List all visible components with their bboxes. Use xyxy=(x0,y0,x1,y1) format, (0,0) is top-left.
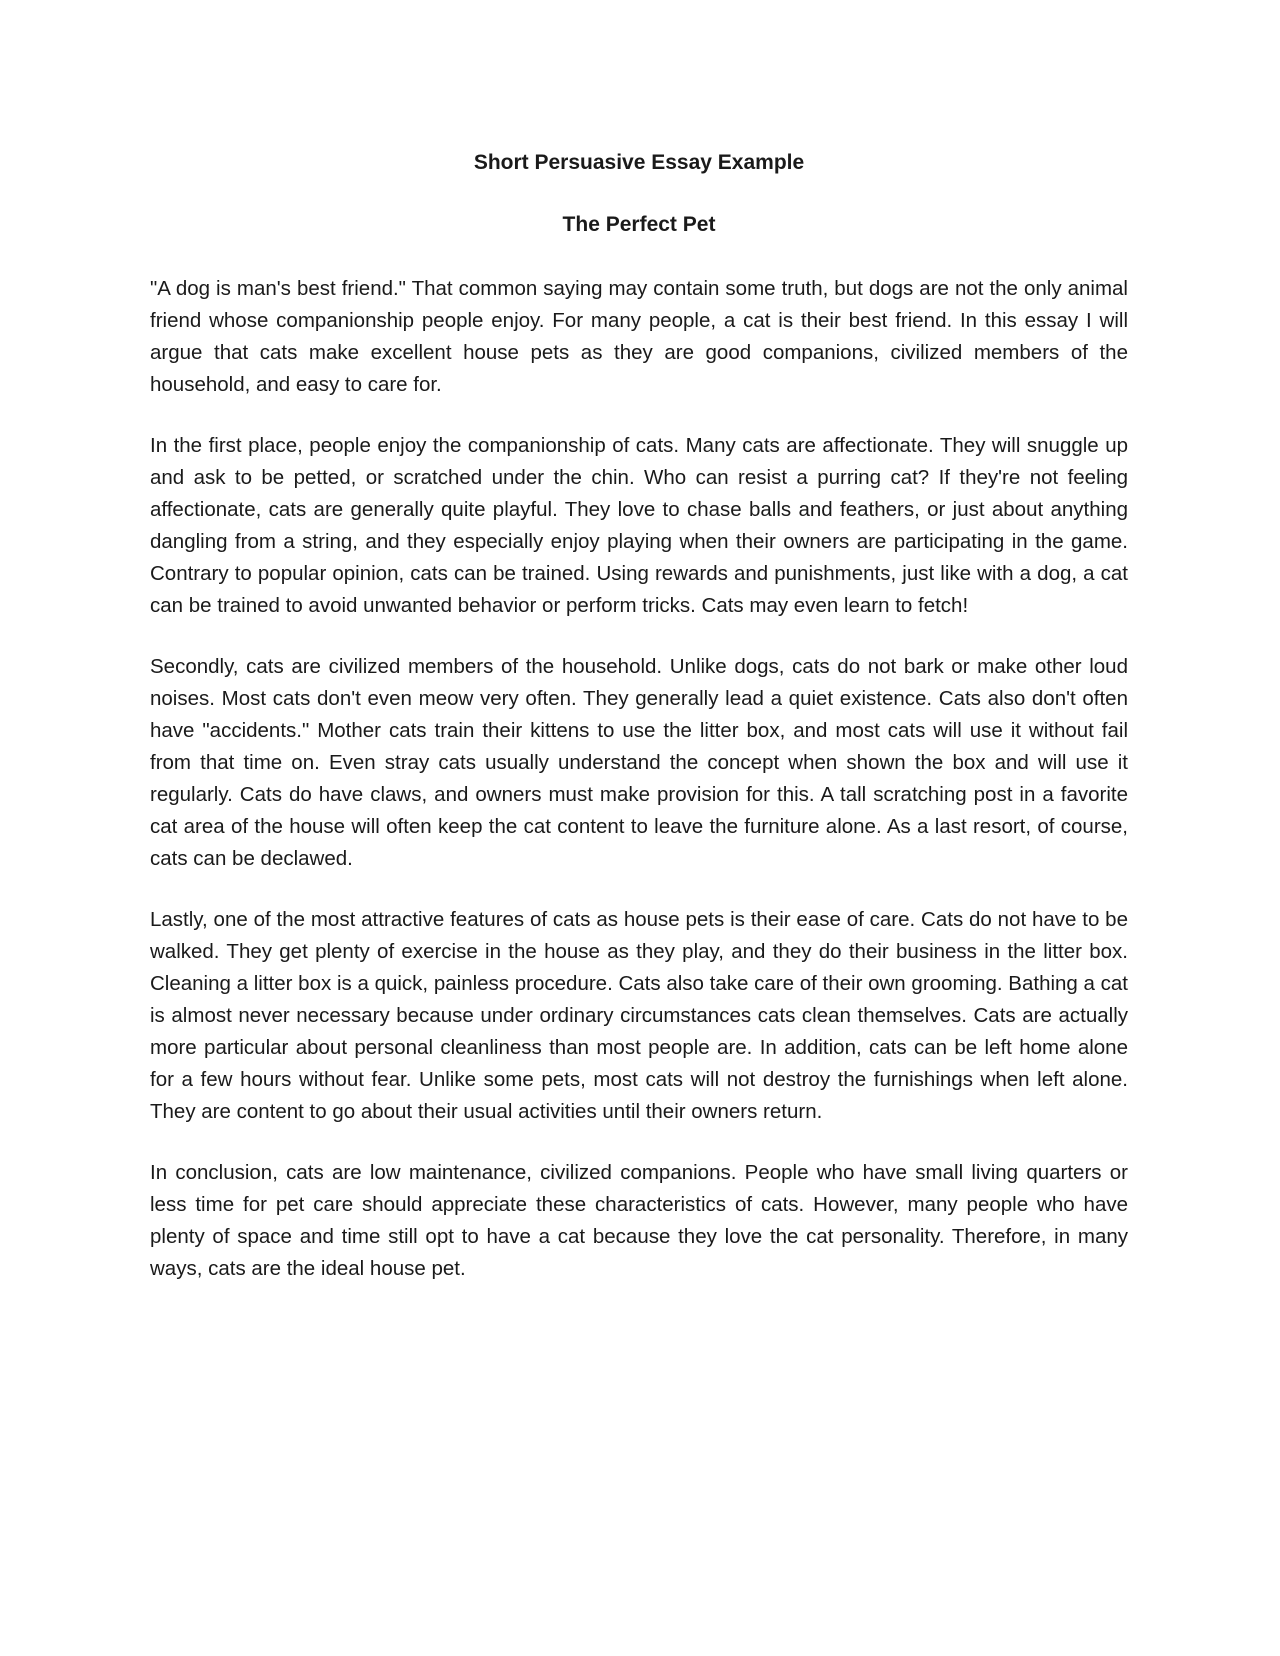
paragraph-ease-of-care: Lastly, one of the most attractive features of cats as house pets is their ease of care. Cats do not have to be walked. They get plenty of exercise in the house as they play, and they do their business in the litter box. Cleaning a litter box is a quick, painless procedure. Cats also take care of their own grooming. Bathing a cat is almost never necessary because under ordinary circumstances cats clean themselves. Cats are actually more particular about personal cleanliness than most people are. In addition, cats can be left home alone for a few hours without fear. Unlike some pets, most cats will not destroy the furnishings when left alone. They are content to go about their usual activities until their owners return. xyxy=(150,908,1128,1123)
paragraph-introduction: "A dog is man's best friend." That common saying may contain some truth, but dogs are not the only animal friend whose companionship people enjoy. For many people, a cat is their best friend. In this essay I will argue that cats make excellent house pets as they are good companions, civilized members of the household, and easy to care for. xyxy=(150,277,1128,396)
paragraph-conclusion: In conclusion, cats are low maintenance, civilized companions. People who have small living quarters or less time for pet care should appreciate these characteristics of cats. However, many people who have plenty of space and time still opt to have a cat because they love the cat personality. Therefore, in many ways, cats are the ideal house pet. xyxy=(150,1161,1128,1280)
essay-subtitle: The Perfect Pet xyxy=(562,213,716,236)
paragraph-civilized: Secondly, cats are civilized members of the household. Unlike dogs, cats do not bark or make other loud noises. Most cats don't even meow very often. They generally lead a quiet existence. Cats also don't often have "accidents." Mother cats train their kittens to use the litter box, and most cats will use it without fail from that time on. Even stray cats usually understand the concept when shown the box and will use it regularly. Cats do have claws, and owners must make provision for this. A tall scratching post in a favorite cat area of the house will often keep the cat content to leave the furniture alone. As a last resort, of course, cats can be declawed. xyxy=(150,655,1128,870)
paragraph-companionship: In the first place, people enjoy the companionship of cats. Many cats are affectionate. They will snuggle up and ask to be petted, or scratched under the chin. Who can resist a purring cat? If they're not feeling affectionate, cats are generally quite playful. They love to chase balls and feathers, or just about anything dangling from a string, and they especially enjoy playing when their owners are participating in the game. Contrary to popular opinion, cats can be trained. Using rewards and punishments, just like with a dog, a cat can be trained to avoid unwanted behavior or perform tricks. Cats may even learn to fetch! xyxy=(150,434,1128,617)
essay-title: Short Persuasive Essay Example xyxy=(473,151,805,174)
essay-body xyxy=(150,148,1128,1285)
